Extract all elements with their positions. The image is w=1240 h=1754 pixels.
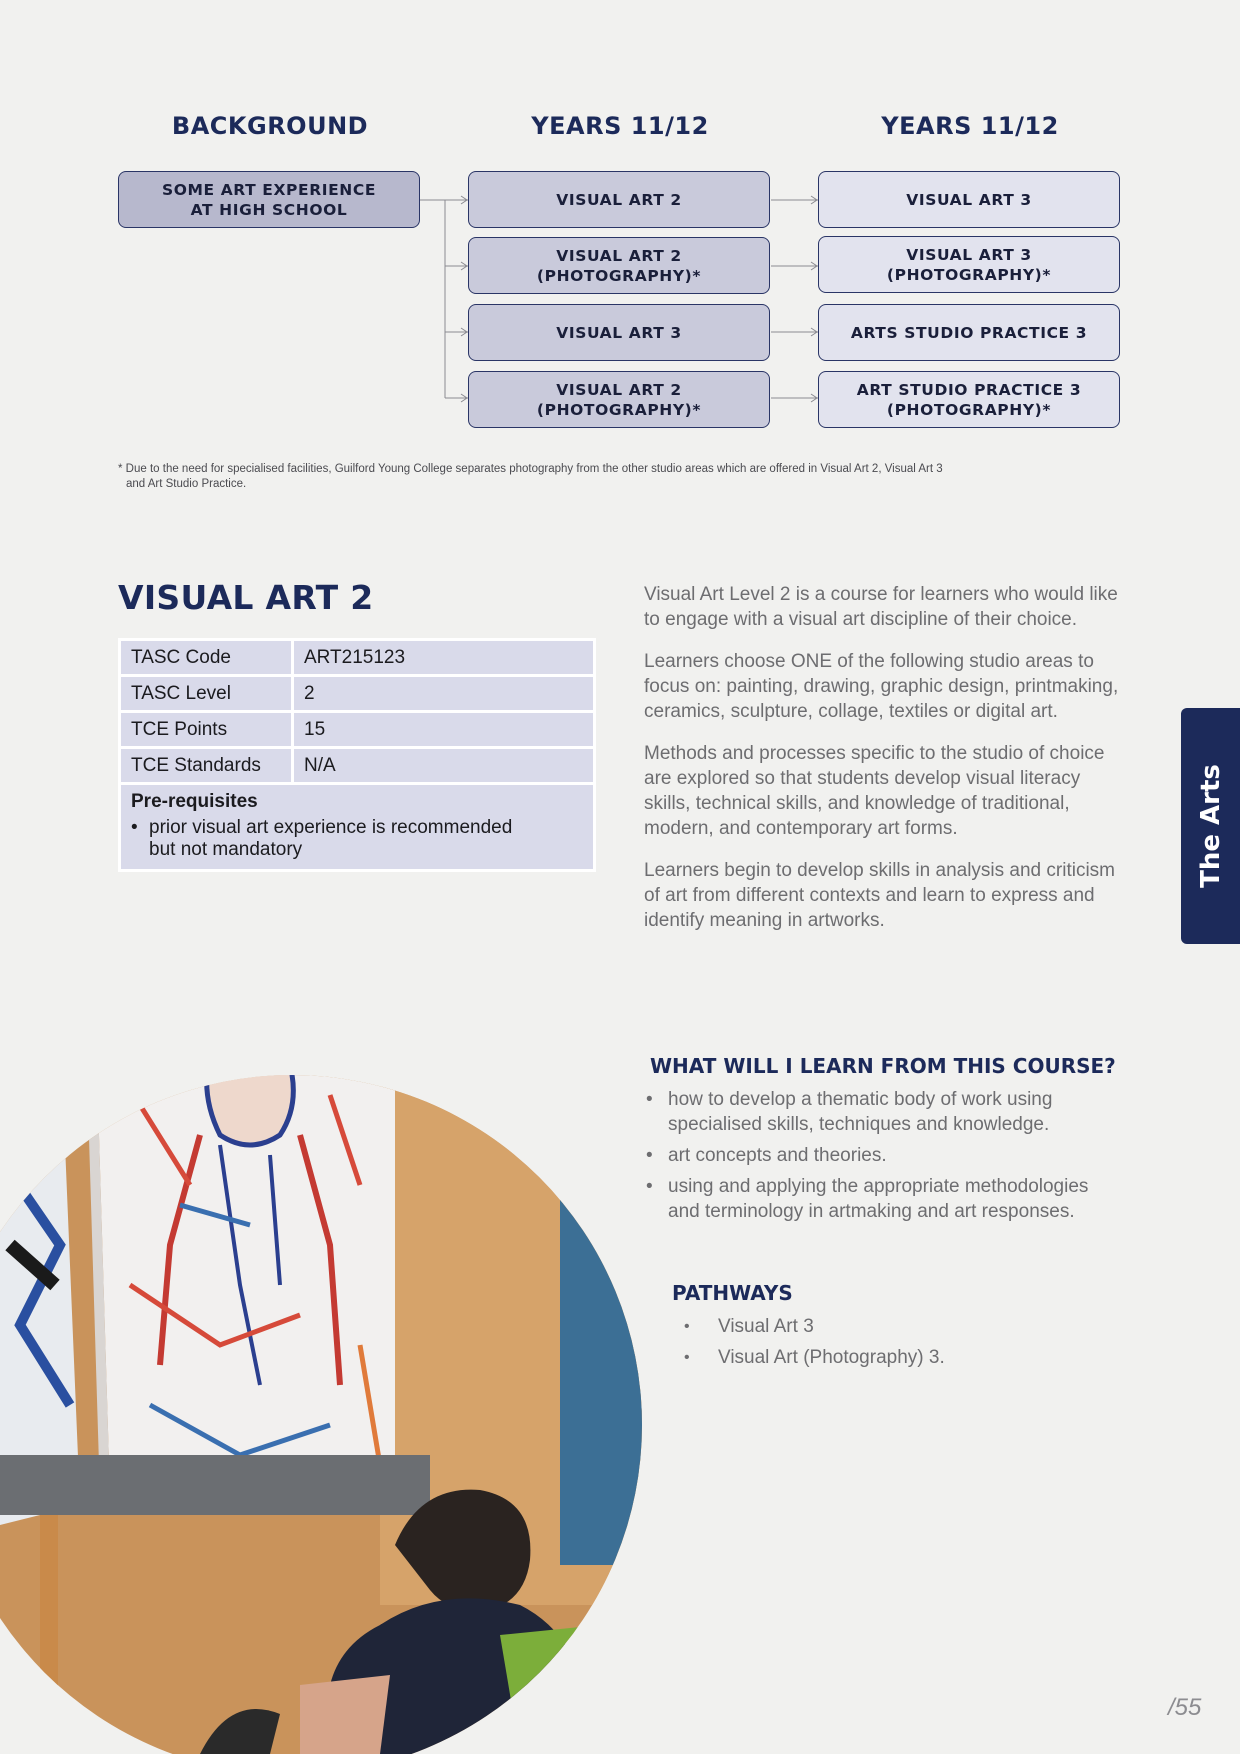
flow-box-right-3: ARTS STUDIO PRACTICE 3 [818,304,1120,361]
page-number: /55 [1168,1694,1202,1721]
table-row [120,748,595,784]
bullet-icon: • [131,817,138,838]
table-row [120,712,595,748]
table-row [120,784,595,871]
prerequisites-title: Pre-requisites [131,791,258,812]
table-row [120,676,595,712]
table-label: TCE Points [120,712,293,748]
description-paragraph: Methods and processes specific to the studio of choice are explored so that students develop visual literacy skills, technical skills, and knowledge of traditional, modern, and contemporary art forms. [644,743,1105,839]
pathways-list [680,1314,945,1376]
description-paragraph: Visual Art Level 2 is a course for learners who would like to engage with a visual art discipline of their choice. [644,584,1118,630]
list-item: • how to develop a thematic body of work using specialised skills, techniques and knowledge. [644,1087,1124,1137]
description-paragraph: Learners choose ONE of the following studio areas to focus on: painting, drawing, graphic design, printmaking, ceramics, sculpture, collage, textiles or digital art. [644,651,1119,722]
prerequisites-text-2: but not mandatory [149,839,303,860]
footnote-line-1: * Due to the need for specialised facilities, Guilford Young College separates photography from the other studio areas which are offered in Visual Art 2, Visual Art 3 [118,463,943,475]
table-label: TASC Code [120,640,293,676]
learn-list [644,1087,1124,1230]
flow-box-background: SOME ART EXPERIENCE AT HIGH SCHOOL [118,171,420,228]
footnote-line-2: and Art Studio Practice. [126,478,247,490]
flow-box-middle-4: VISUAL ART 2 (PHOTOGRAPHY)* [468,371,770,428]
table-label: TCE Standards [120,748,293,784]
description-paragraph: Learners begin to develop skills in analysis and criticism of art from different contexts and learn to express and identify meaning in artworks. [644,860,1116,931]
table-value: ART215123 [293,640,595,676]
student-painting-photo [0,985,650,1754]
flow-header-background: BACKGROUND [171,112,369,140]
pathways-heading: PATHWAYS [672,1281,793,1305]
list-item: • using and applying the appropriate methodologies and terminology in artmaking and art responses. [644,1174,1124,1224]
section-tab [1181,708,1240,944]
flow-box-right-4: ART STUDIO PRACTICE 3 (PHOTOGRAPHY)* [818,371,1120,428]
flow-box-middle-3: VISUAL ART 3 [468,304,770,361]
table-value: 15 [293,712,595,748]
flow-box-right-1: VISUAL ART 3 [818,171,1120,228]
flow-header-years-b: YEARS 11/12 [881,112,1059,140]
prerequisites-item [131,817,583,861]
flow-header-years-a: YEARS 11/12 [531,112,709,140]
flow-box-middle-2: VISUAL ART 2 (PHOTOGRAPHY)* [468,237,770,294]
list-item: • Visual Art 3 [680,1314,945,1339]
course-info-table [118,638,596,872]
course-title: VISUAL ART 2 [118,578,374,617]
table-value: 2 [293,676,595,712]
flow-box-right-2: VISUAL ART 3 (PHOTOGRAPHY)* [818,236,1120,293]
section-tab-label: The Arts [1195,764,1226,888]
prerequisites-cell [120,784,595,871]
footnote [118,462,1118,492]
flow-box-middle-1: VISUAL ART 2 [468,171,770,228]
course-description [644,582,1124,950]
learn-heading: WHAT WILL I LEARN FROM THIS COURSE? [650,1054,1116,1078]
prerequisites-text-1: prior visual art experience is recommended [149,817,513,838]
list-item: • Visual Art (Photography) 3. [680,1345,945,1370]
table-label: TASC Level [120,676,293,712]
table-value: N/A [293,748,595,784]
table-row [120,640,595,676]
list-item: • art concepts and theories. [644,1143,1124,1168]
